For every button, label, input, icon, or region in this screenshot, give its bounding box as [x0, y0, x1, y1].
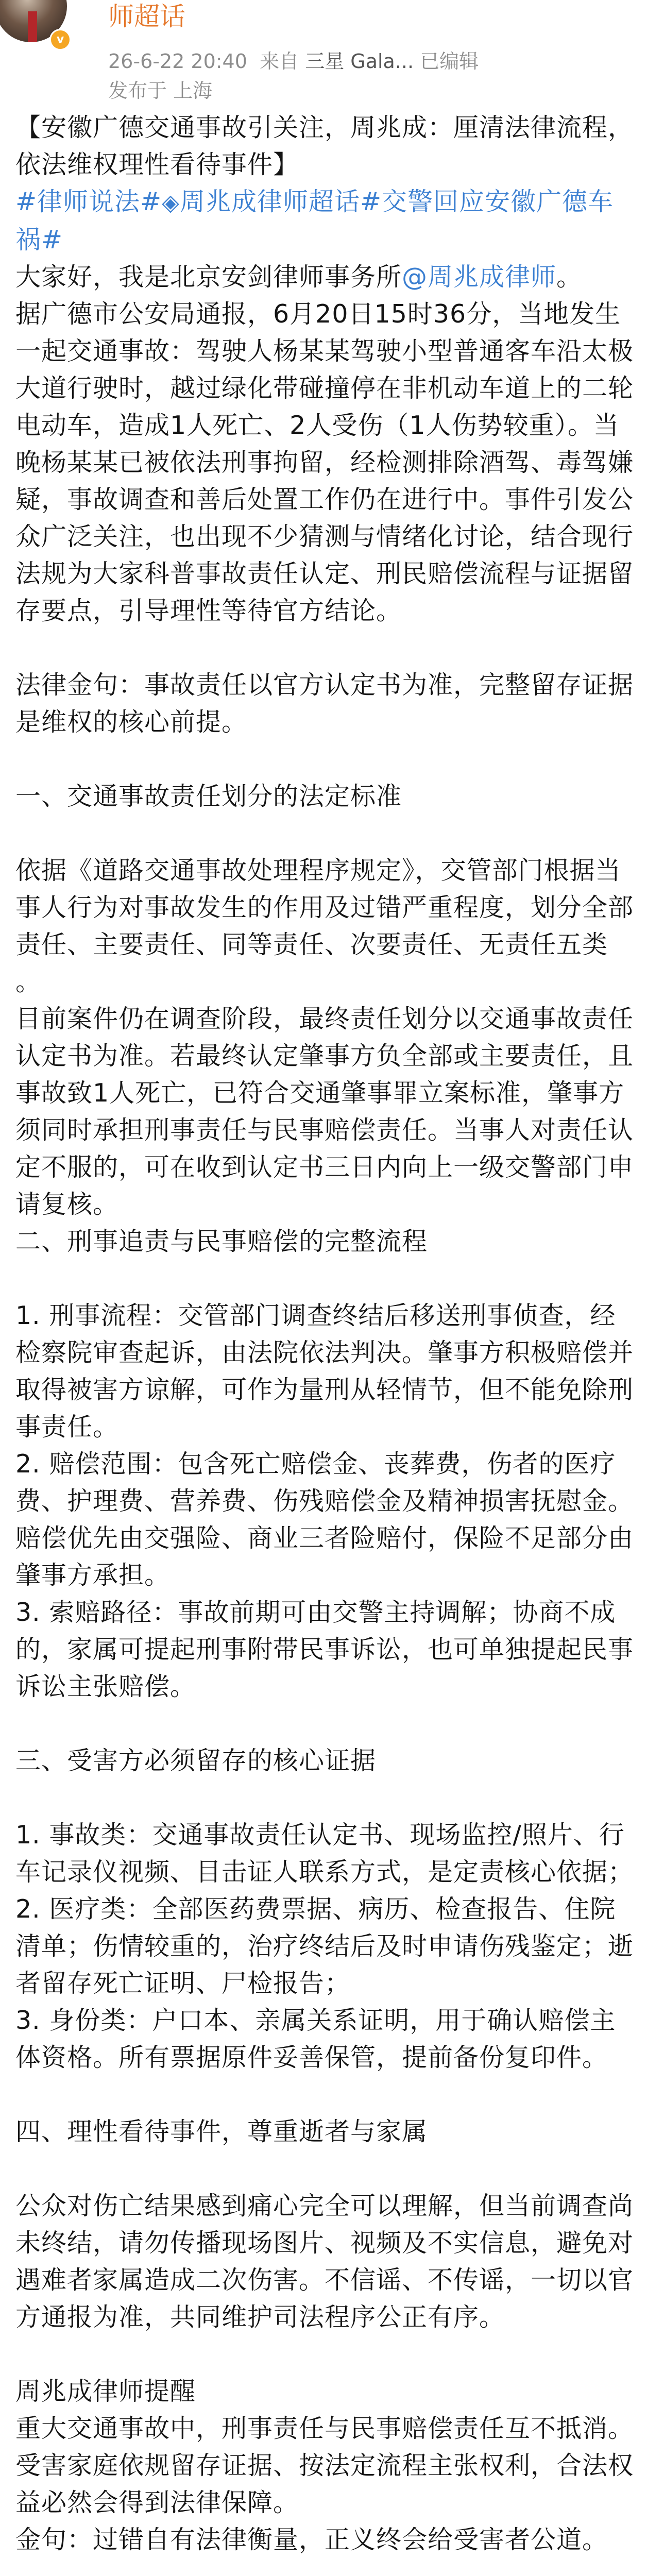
intro-paragraph — [15, 259, 634, 296]
reminder-body: 重大交通事故中，刑事责任与民事赔偿责任互不抵消。受害家庭依规留存证据、按法定流程主张权利，合法权益必然会得到法律保障。 — [15, 2414, 634, 2517]
section3-item-1: 1. 事故类：交通事故责任认定书、现场监控/照片、行车记录仪视频、目击证人联系方式，是定责核心依据； — [15, 1820, 634, 1887]
post-header — [0, 0, 647, 103]
post-timestamp: 26-6-22 20:40 — [108, 50, 247, 73]
section2-item-1: 1. 刑事流程：交管部门调查终结后移送刑事侦查，经检察院审查起诉，由法院依法判决。肇事方积极赔偿并取得被害方谅解，可作为量刑从轻情节，但不能免除刑事责任。 — [15, 1301, 634, 1442]
post-tags — [15, 183, 634, 259]
hashtag-police-response[interactable]: #交警回应安徽广德车祸# — [15, 187, 614, 255]
section3-item-3: 3. 身份类：户口本、亲属关系证明，用于确认赔偿主体资格。所有票据原件妥善保管，提前备份复印件。 — [15, 2006, 616, 2072]
section3-item-2: 2. 医疗类：全部医药费票据、病历、检查报告、住院清单；伤情较重的，治疗终结后及时申请伤残鉴定；逝者留存死亡证明、尸检报告； — [15, 1894, 634, 1998]
author-mention-link[interactable]: @周兆成律师 — [402, 262, 557, 292]
intro-end: 。 — [556, 262, 583, 292]
section-heading-1: 一、交通事故责任划分的法定标准 — [15, 782, 402, 811]
diamond-supertopic-icon: ◈ — [162, 190, 180, 216]
author-name[interactable]: 师超话 — [108, 2, 185, 31]
post-meta — [108, 45, 479, 74]
post-location: 发布于 上海 — [108, 79, 213, 102]
section4-paragraph: 公众对伤亡结果感到痛心完全可以理解，但当前调查尚未终结，请勿传播现场图片、视频及不实信息，避免对遇难者家属造成二次伤害。不信谣、不传谣，一切以官方通报为准，共同维护司法程序公正有序。 — [15, 2191, 634, 2332]
edited-label[interactable]: 已编辑 — [420, 50, 479, 73]
post-device[interactable]: 三星 Gala... — [305, 50, 414, 73]
golden-sentence: 法律金句：事故责任以官方认定书为准，完整留存证据是维权的核心前提。 — [15, 670, 634, 737]
verified-v-icon: v — [49, 29, 71, 50]
source-prefix: 来自 — [260, 50, 299, 73]
section2-item-2: 2. 赔偿范围：包含死亡赔偿金、丧葬费，伤者的医疗费、护理费、营养费、伤残赔偿金及精神损害抚慰金。赔偿优先由交强险、商业三者险赔付，保险不足部分由肇事方承担。 — [15, 1449, 634, 1590]
supertopic-link[interactable] — [162, 187, 360, 216]
closing-sentence: 金句：过错自有法律衡量，正义终会给受害者公道。 — [15, 2525, 608, 2554]
section1-paragraph-2: 目前案件仍在调查阶段，最终责任划分以交通事故责任认定书为准。若最终认定肇事方负全部或主要责任，且事故致1人死亡，已符合交通肇事罪立案标准，肇事方须同时承担刑事责任与民事赔偿责任。当事人对责任认定不服的，可在收到认定书三日内向上一级交警部门申请复核。 — [15, 1004, 634, 1219]
section2-item-3: 3. 索赔路径：事故前期可由交警主持调解；协商不成的，家属可提起刑事附带民事诉讼，也可单独提起民事诉讼主张赔偿。 — [15, 1598, 634, 1701]
supertopic-label: 周兆成律师超话 — [179, 187, 360, 216]
intro-text: 大家好，我是北京安剑律师事务所 — [15, 262, 402, 292]
section-heading-2: 二、刑事追责与民事赔偿的完整流程 — [15, 1227, 428, 1256]
section-heading-4: 四、理性看待事件，尊重逝者与家属 — [15, 2117, 428, 2146]
reminder-title: 周兆成律师提醒 — [15, 2377, 196, 2406]
incident-paragraph: 据广德市公安局通报，6月20日15时36分，当地发生一起交通事故：驾驶人杨某某驾驶小型普通客车沿太极大道行驶时，越过绿化带碰撞停在非机动车道上的二轮电动车，造成1人死亡、2人受伤（1人伤势较重）。当晚杨某某已被依法刑事拘留，经检测排除酒驾、毒驾嫌疑，事故调查和善后处置工作仍在进行中。事件引发公众广泛关注，也出现不少猜测与情绪化讨论，结合现行法规为大家科普事故责任认定、刑民赔偿流程与证据留存要点，引导理性等待官方结论。 — [15, 299, 634, 625]
hashtag-lawyer-talk[interactable]: #律师说法# — [15, 187, 162, 216]
section1-paragraph-1: 依据《道路交通事故处理程序规定》，交管部门根据当事人行为对事故发生的作用及过错严重程度，划分全部责任、主要责任、同等责任、次要责任、无责任五类 。 — [15, 856, 634, 996]
section-heading-3: 三、受害方必须留存的核心证据 — [15, 1746, 377, 1775]
post-title: 【安徽广德交通事故引关注，周兆成：厘清法律流程，依法维权理性看待事件】 — [15, 113, 634, 179]
post-body — [15, 109, 634, 2558]
